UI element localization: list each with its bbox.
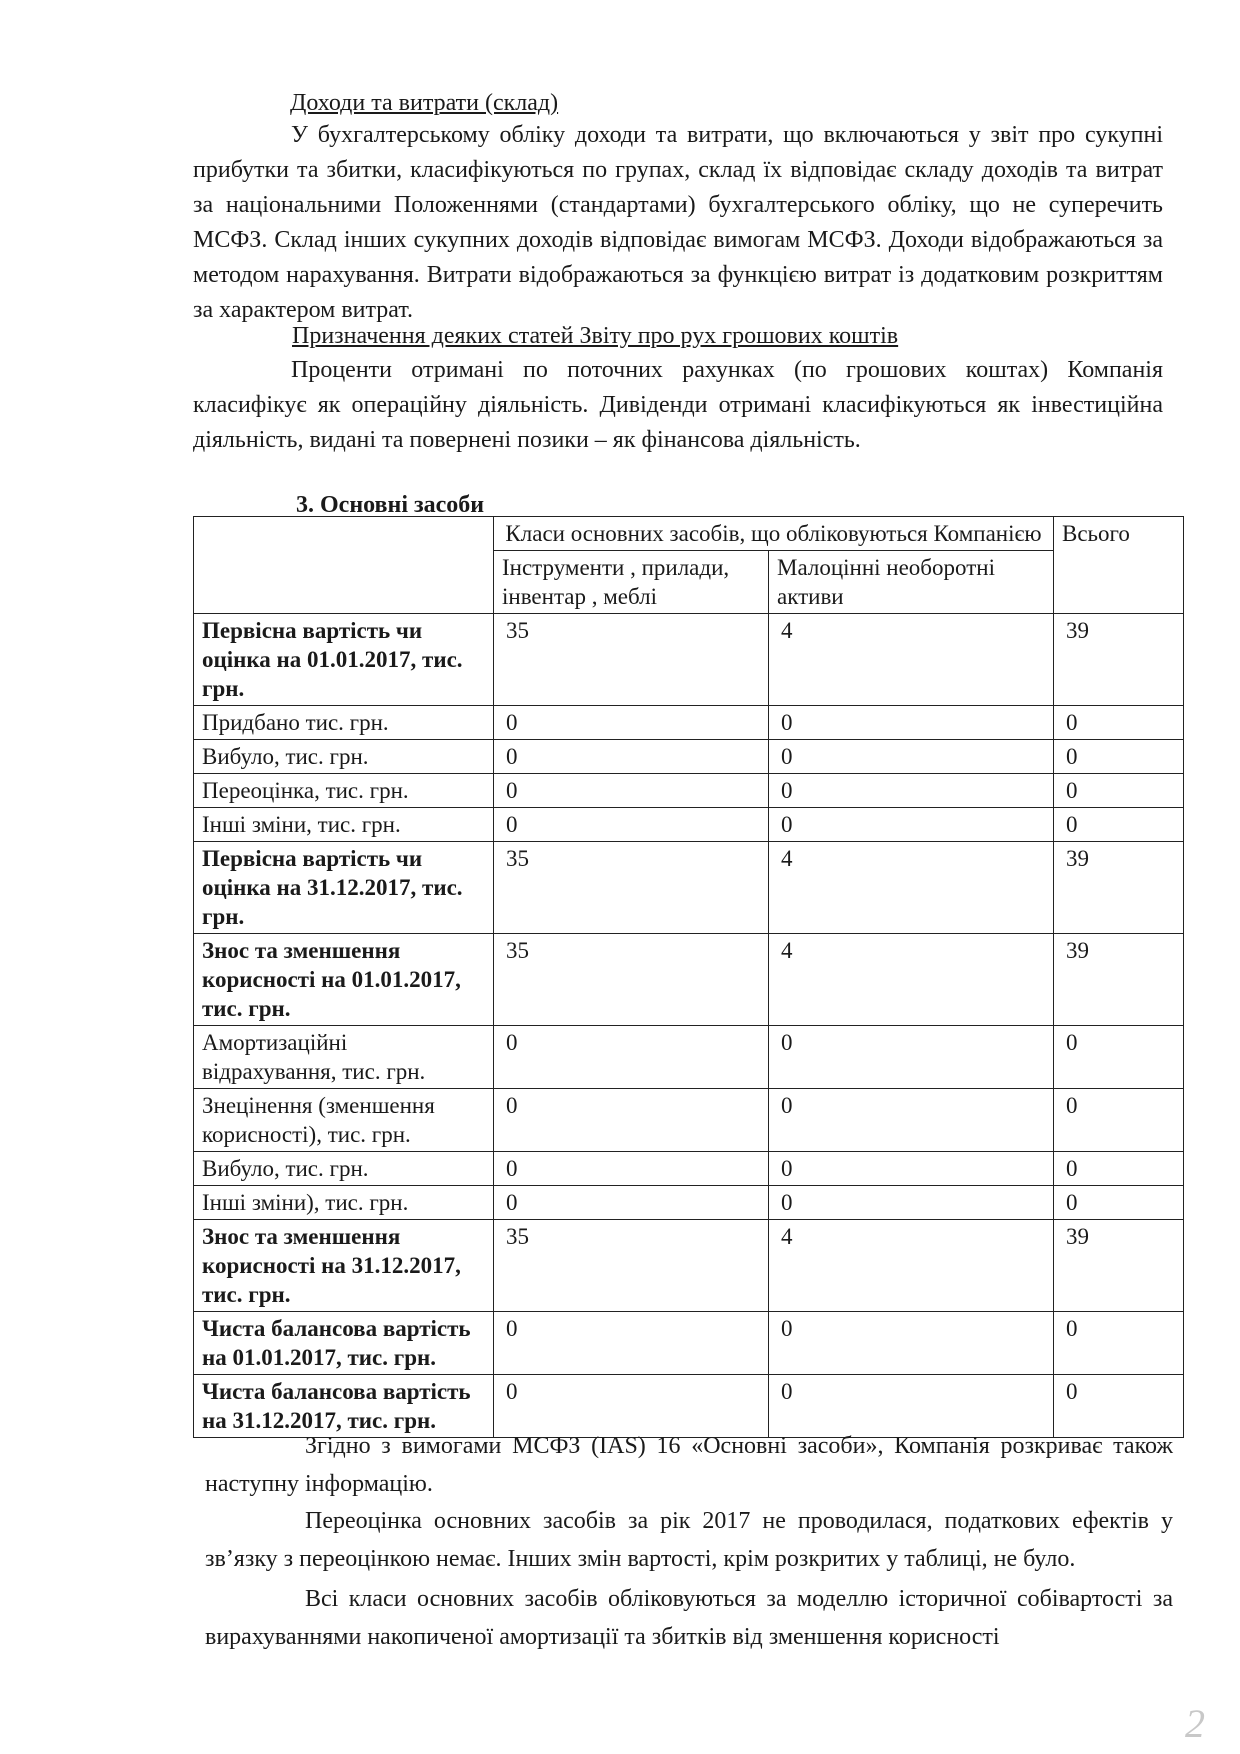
- row-total-cell: 0: [1054, 774, 1184, 808]
- row-low-value-cell: 0: [769, 1089, 1054, 1152]
- table-row: [194, 1089, 1184, 1152]
- row-total-cell: 0: [1054, 1312, 1184, 1375]
- row-low-value-cell: 4: [769, 614, 1054, 706]
- table-row: [194, 706, 1184, 740]
- table-row: [194, 1312, 1184, 1375]
- header-tools-cell: Інструменти , прилади, інвентар , меблі: [494, 551, 769, 614]
- row-tools-value-cell: 0: [494, 1089, 769, 1152]
- header-low-value-cell: Малоцінні необоротні активи: [769, 551, 1054, 614]
- table-row: [194, 1026, 1184, 1089]
- row-total-cell: 0: [1054, 1375, 1184, 1438]
- row-label-cell: Інші зміни, тис. грн.: [194, 808, 494, 842]
- row-total-cell: 0: [1054, 740, 1184, 774]
- table-row: [194, 842, 1184, 934]
- row-total-cell: 39: [1054, 934, 1184, 1026]
- row-low-value-cell: 4: [769, 1220, 1054, 1312]
- row-tools-value-cell: 35: [494, 1220, 769, 1312]
- row-label-cell: Чиста балансова вартість на 01.01.2017, тис. грн.: [194, 1312, 494, 1375]
- fixed-assets-table: [193, 516, 1184, 1438]
- row-label-cell: Вибуло, тис. грн.: [194, 1152, 494, 1186]
- table-row: [194, 740, 1184, 774]
- row-tools-value-cell: 0: [494, 1186, 769, 1220]
- header-group-cell: Класи основних засобів, що обліковуються Компанією: [494, 517, 1054, 551]
- row-label-cell: Вибуло, тис. грн.: [194, 740, 494, 774]
- row-total-cell: 39: [1054, 614, 1184, 706]
- row-total-cell: 0: [1054, 808, 1184, 842]
- header-empty-cell: [194, 517, 494, 614]
- row-low-value-cell: 0: [769, 1026, 1054, 1089]
- footer-paragraph-3: Всі класи основних засобів обліковуються за моделлю історичної собівартості за вирахуваннями накопиченої амортизації та збитків від зменшення корисності: [205, 1586, 1173, 1650]
- row-tools-value-cell: 0: [494, 706, 769, 740]
- row-tools-value-cell: 0: [494, 1375, 769, 1438]
- row-tools-value-cell: 35: [494, 934, 769, 1026]
- row-label-cell: Знос та зменшення корисності на 31.12.2017, тис. грн.: [194, 1220, 494, 1312]
- table-row: [194, 614, 1184, 706]
- row-label-cell: Переоцінка, тис. грн.: [194, 774, 494, 808]
- row-tools-value-cell: 0: [494, 808, 769, 842]
- cashflow-paragraph: Проценти отримані по поточних рахунках (по грошових коштах) Компанія класифікує як операційну діяльність. Дивіденди отримані класифікуються як інвестиційна діяльність, видані та повернені позики – як фінансова діяльність.: [193, 357, 1163, 453]
- row-label-cell: Інші зміни), тис. грн.: [194, 1186, 494, 1220]
- row-low-value-cell: 0: [769, 1312, 1054, 1375]
- row-tools-value-cell: 35: [494, 842, 769, 934]
- row-low-value-cell: 0: [769, 706, 1054, 740]
- fixed-assets-title: 3. Основні засоби: [296, 492, 485, 518]
- table-row: [194, 774, 1184, 808]
- row-tools-value-cell: 0: [494, 1026, 769, 1089]
- row-tools-value-cell: 0: [494, 740, 769, 774]
- table-row: [194, 1152, 1184, 1186]
- header-total-cell: Всього: [1054, 517, 1184, 614]
- row-low-value-cell: 0: [769, 808, 1054, 842]
- row-tools-value-cell: 35: [494, 614, 769, 706]
- row-low-value-cell: 0: [769, 1186, 1054, 1220]
- row-total-cell: 39: [1054, 1220, 1184, 1312]
- row-label-cell: Первісна вартість чи оцінка на 31.12.2017, тис. грн.: [194, 842, 494, 934]
- row-total-cell: 39: [1054, 842, 1184, 934]
- row-total-cell: 0: [1054, 1026, 1184, 1089]
- row-label-cell: Придбано тис. грн.: [194, 706, 494, 740]
- income-expense-heading: Доходи та витрати (склад): [290, 90, 559, 116]
- table-body: [194, 614, 1184, 1438]
- table-row: [194, 1220, 1184, 1312]
- row-low-value-cell: 0: [769, 740, 1054, 774]
- row-tools-value-cell: 0: [494, 774, 769, 808]
- row-total-cell: 0: [1054, 1152, 1184, 1186]
- row-total-cell: 0: [1054, 706, 1184, 740]
- row-label-cell: Первісна вартість чи оцінка на 01.01.2017, тис. грн.: [194, 614, 494, 706]
- cashflow-heading: Призначення деяких статей Звіту про рух грошових коштів: [292, 323, 899, 349]
- row-low-value-cell: 0: [769, 1375, 1054, 1438]
- footer-paragraph-1: Згідно з вимогами МСФЗ (IAS) 16 «Основні засоби», Компанія розкриває також наступну інформацію.: [205, 1433, 1173, 1497]
- row-low-value-cell: 4: [769, 934, 1054, 1026]
- table-row: [194, 934, 1184, 1026]
- row-label-cell: Амортизаційні відрахування, тис. грн.: [194, 1026, 494, 1089]
- table-header-row: [194, 517, 1184, 551]
- row-low-value-cell: 0: [769, 1152, 1054, 1186]
- row-total-cell: 0: [1054, 1186, 1184, 1220]
- table-row: [194, 808, 1184, 842]
- income-expense-paragraph: У бухгалтерському обліку доходи та витрати, що включаються у звіт про сукупні прибутки та збитки, класифікуються по групах, склад їх відповідає складу доходів та витрат за національними Положеннями (стандартами) бухгалтерського обліку, що не суперечить МСФЗ. Склад інших сукупних доходів відповідає вимогам МСФЗ. Доходи відображаються за методом нарахування. Витрати відображаються за функцією витрат із додатковим розкриттям за характером витрат.: [193, 122, 1163, 323]
- table-row: [194, 1186, 1184, 1220]
- row-low-value-cell: 0: [769, 774, 1054, 808]
- row-label-cell: Знос та зменшення корисності на 01.01.2017, тис. грн.: [194, 934, 494, 1026]
- footer-paragraph-2: Переоцінка основних засобів за рік 2017 не проводилася, податкових ефектів у зв’язку з переоцінкою немає. Інших змін вартості, крім розкритих у таблиці, не було.: [205, 1508, 1173, 1572]
- row-tools-value-cell: 0: [494, 1152, 769, 1186]
- row-tools-value-cell: 0: [494, 1312, 769, 1375]
- row-label-cell: Чиста балансова вартість на 31.12.2017, тис. грн.: [194, 1375, 494, 1438]
- page-number: 2: [1185, 1701, 1205, 1746]
- row-low-value-cell: 4: [769, 842, 1054, 934]
- row-label-cell: Знецінення (зменшення корисності), тис. грн.: [194, 1089, 494, 1152]
- row-total-cell: 0: [1054, 1089, 1184, 1152]
